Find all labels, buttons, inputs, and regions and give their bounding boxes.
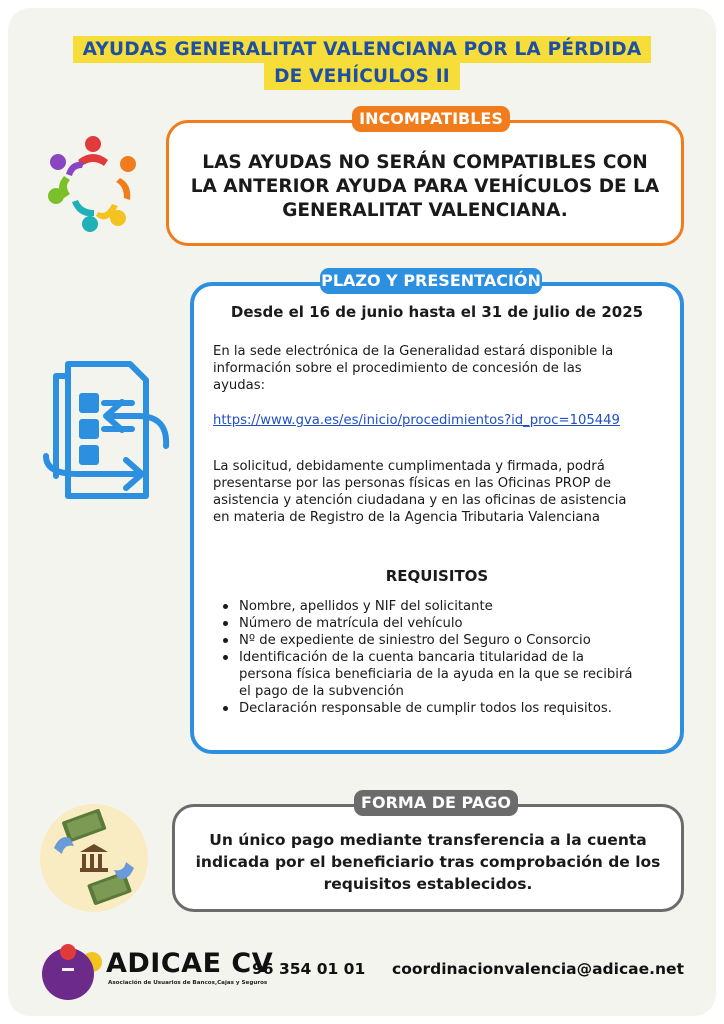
plazo-info-line-1: En la sede electrónica de la Generalidad estará disponible la (213, 344, 614, 359)
title-line-1: AYUDAS GENERALITAT VALENCIANA POR LA PÉRDIDA (73, 36, 652, 63)
plazo-solicitud (213, 458, 683, 526)
footer-email: coordinacionvalencia@adicae.net (392, 960, 684, 978)
community-circle-icon (42, 132, 144, 234)
document-exchange-icon (38, 356, 178, 506)
forma-pago-box (172, 804, 684, 912)
footer-brand: ADICAE CV (106, 948, 274, 979)
requisito-item: Identificación de la cuenta bancaria titularidad de la persona física beneficiaria de la ayuda en la que se recibirá el pago de la subvención (215, 649, 685, 700)
incompatibles-label: INCOMPATIBLES (352, 106, 510, 132)
plazo-label: PLAZO Y PRESENTACIÓN (320, 268, 542, 294)
footer-brand-subtitle: Asociación de Usuarios de Bancos,Cajas y Seguros (108, 980, 268, 986)
plazo-dates: Desde el 16 de junio hasta el 31 de julio de 2025 (230, 303, 644, 321)
forma-pago-line-2: indicada por el beneficiario tras comprobación de los (195, 853, 661, 871)
page-title (0, 36, 724, 90)
requisito-item: Nº de expediente de siniestro del Seguro o Consorcio (215, 632, 685, 649)
requisitos-list (215, 598, 685, 717)
plazo-info-line-3: ayudas: (213, 378, 266, 393)
incompatibles-line-1: LAS AYUDAS NO SERÁN COMPATIBLES CON (202, 152, 648, 173)
requisito-item: Declaración responsable de cumplir todos los requisitos. (215, 700, 685, 717)
forma-pago-line-1: Un único pago mediante transferencia a la cuenta (209, 831, 647, 849)
forma-pago-label: FORMA DE PAGO (354, 790, 518, 816)
forma-pago-line-3: requisitos establecidos. (323, 875, 533, 893)
solicitud-line-3: asistencia y atención ciudadana y en las oficinas de asistencia (213, 493, 627, 508)
requisito-item: Número de matrícula del vehículo (215, 615, 685, 632)
adicae-logo (40, 938, 106, 1004)
solicitud-line-2: presentarse por las personas físicas en las Oficinas PROP de (213, 476, 611, 491)
plazo-info-line-2: información sobre el procedimiento de concesión de las (213, 361, 582, 376)
footer-phone: 96 354 01 01 (252, 960, 366, 978)
requisito-item: Nombre, apellidos y NIF del solicitante (215, 598, 685, 615)
incompatibles-line-3: GENERALITAT VALENCIANA. (282, 200, 568, 221)
solicitud-line-1: La solicitud, debidamente cumplimentada y firmada, podrá (213, 459, 605, 474)
title-line-2: DE VEHÍCULOS II (264, 63, 460, 90)
requisitos-title: REQUISITOS (385, 567, 489, 585)
solicitud-line-4: en materia de Registro de la Agencia Tributaria Valenciana (213, 510, 600, 525)
plazo-info (213, 343, 683, 394)
money-transfer-bank-icon (40, 804, 148, 912)
incompatibles-line-2: LA ANTERIOR AYUDA PARA VEHÍCULOS DE LA (190, 176, 660, 197)
procedure-link[interactable]: https://www.gva.es/es/inicio/procedimientos?id_proc=105449 (213, 413, 620, 428)
incompatibles-box (166, 120, 684, 246)
